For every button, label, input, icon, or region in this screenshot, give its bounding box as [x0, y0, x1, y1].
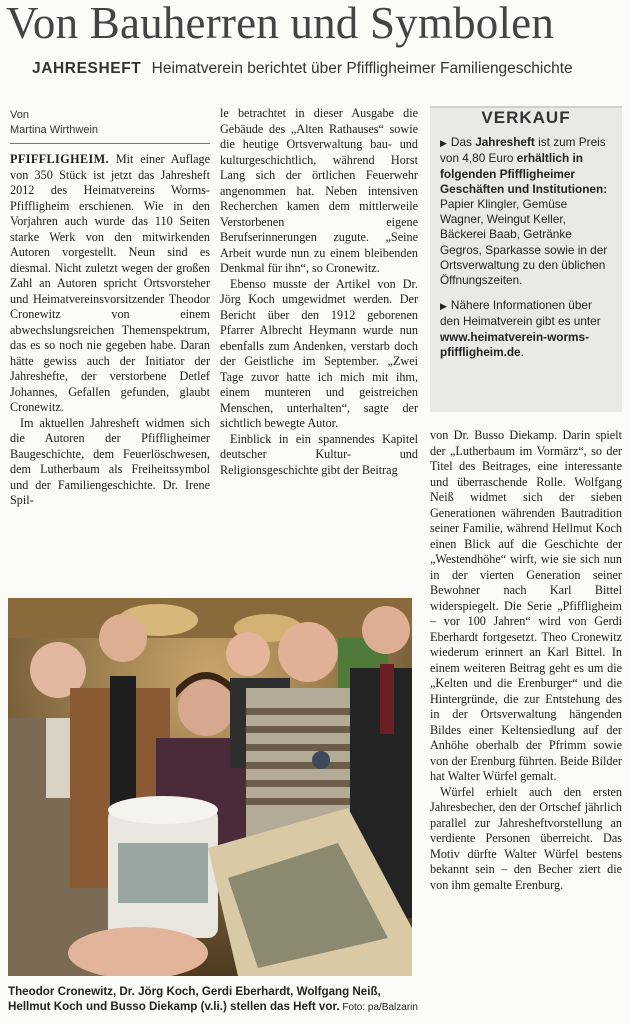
sales-info-box — [430, 106, 622, 412]
subhead-kicker: JAHRESHEFT — [32, 60, 142, 77]
sidebar-text: Papier Klingler, Gemüse Wagner, Weingut Keller, Bäckerei Baab, Getränke Gegros, Sparkasse sowie in der Ortsverwaltung zu den üblichen Öffnungszeiten. — [440, 197, 608, 288]
sidebar-paragraph-price — [440, 135, 612, 288]
group-photo — [8, 598, 412, 976]
article-paragraph: Einblick in ein spannendes Kapitel deutscher Kultur- und Religionsgeschichte gibt der Beitrag — [220, 431, 418, 477]
photo-caption — [8, 984, 418, 1015]
dateline: PFIFFLIGHEIM. — [10, 152, 109, 166]
article-paragraph: von Dr. Busso Diekamp. Darin spielt der „Lutherbaum im Vormärz“, so der Titel des Beitrages, eine interessante und überraschende Rolle. Wolfgang Neiß widmet sich der sieben Generationen währenden Bautradition seiner Familie, während Hellmut Koch einen Blick auf die Geschichte der „Westendhöhe“ wirft, wie sie sich nun in der vierten Generation seiner Bewohner nach Karl Bittel widerspiegelt. Die Serie „Pfiffligheim – vor 100 Jahren“ wird von Gerdi Eberhardt fortgesetzt. Theo Cronewitz wiederum erinnert an Karl Bittel. In einem weiteren Beitrag geht es um die „Kelten und die Erenburger“ und die Hintergründe, die zur Entstehung des in der Ortsverwaltung hängenden Bildes einer Keltensiedlung auf der Anhöhe oberhalb der Pfrimm sowie von der Erenburg führten. Beide Bilder hat Walter Würfel gemalt. — [430, 428, 622, 783]
sidebar-text: ist zum Preis von 4,80 Euro — [440, 135, 606, 166]
sidebar-bold: Jahresheft — [475, 135, 535, 150]
sidebar-paragraph-info — [440, 298, 612, 360]
article-column-2 — [220, 106, 418, 588]
byline-author: Martina Wirthwein — [10, 124, 99, 136]
sidebar-text: . — [520, 344, 524, 359]
article-column-1 — [10, 152, 210, 588]
paragraph-text: Mit einer Auflage von 350 Stück ist jetzt das Jahresheft 2012 des Heimatvereins Worms-Pfiffligheim erschienen. Wie in den Vorjahren auch wurde das 110 Seiten starke Werk von den mitwirkenden Autoren vorgestellt. Neun sind es diesmal. Nicht zuletzt wegen der großen Zahl an Autoren spricht Ortsvorsteher und Heimatvereinsvorsitzender Theodor Cronewitz von einem abwechslungsreichen Themenspektrum, das es so noch nie gegeben habe. Daran hätte gewiss auch der Initiator der Jahreshefte, der verstorbene Detlef Johannes, Gefallen gefunden, glaubt Cronewitz. — [10, 152, 210, 414]
sidebar-text: Das — [450, 135, 476, 150]
article-paragraph: Ebenso musste der Artikel von Dr. Jörg Koch umgewidmet werden. Der Bericht über den 1912 geborenen Pfarrer Albrecht Heymann wurde nun ebenfalls zum Andenken, verstarb doch der Geistliche im September. „Zwei Tage zuvor hatte ich mich mit ihm, einem munteren und geistreichen Menschen, unterhalten“, sagte der sichtlich bewegte Autor. — [220, 276, 418, 430]
article-paragraph: le betrachtet in dieser Ausgabe die Gebäude des „Alten Rathauses“ sowie die heutige Ortsverwaltung bau- und kulturgeschichtlich, während Horst Lang sich der örtlichen Feuerwehr angenommen hat. Neben intensiven Recherchen kamen dem mittlerweile Verstorbenen eigene Berufserinnerungen zugute. „Seine Arbeit wurde nun zu einem bleibenden Denkmal für ihn“, so Cronewitz. — [220, 106, 418, 275]
headline: Von Bauherren und Symbolen — [6, 0, 555, 48]
article-paragraph — [10, 152, 210, 416]
subhead-text: Heimatverein berichtet über Pfiffligheimer Familiengeschichte — [151, 60, 573, 77]
sidebar-text: Nähere Informationen über den Heimatverein gibt es unter — [440, 298, 601, 329]
article-paragraph: Im aktuellen Jahresheft widmen sich die Autoren der Pfiffligheimer Baugeschichte, dem Feuerlöschwesen, dem Lutherbaum als Freiheitssymbol und der Familiengeschichte. Dr. Irene Spil- — [10, 415, 210, 507]
caption-text: Theodor Cronewitz, Dr. Jörg Koch, Gerdi Eberhardt, Wolfgang Neiß, Hellmut Koch und Busso Diekamp (v.li.) stellen das Heft vor. — [8, 985, 381, 1013]
article-paragraph: Würfel erhielt auch den ersten Jahresbecher, den der Ortschef jährlich parallel zur Jahresheftvorstellung an verdiente Personen überreicht. Das Motiv dürfte Walter Würfel bestens bekannt sein – den Becher ziert die von ihm gemalte Erenburg. — [430, 784, 622, 892]
sidebar-bold: erhältlich in folgenden Pfiffligheimer Geschäften und Institutionen: — [440, 151, 608, 196]
group-photo-illustration — [8, 598, 412, 976]
triangle-bullet-icon: ▶ — [440, 301, 447, 312]
byline-divider — [10, 143, 210, 144]
sidebar-title: VERKAUF — [481, 108, 571, 127]
photo-credit: Foto: pa/Balzarin — [339, 1002, 418, 1013]
article-column-3 — [430, 428, 622, 1024]
website-url[interactable]: www.heimatverein-worms-pfiffligheim.de — [440, 329, 590, 359]
byline-prefix: Von — [10, 109, 29, 121]
byline — [10, 108, 210, 138]
triangle-bullet-icon: ▶ — [440, 138, 447, 149]
subheadline — [32, 60, 622, 78]
